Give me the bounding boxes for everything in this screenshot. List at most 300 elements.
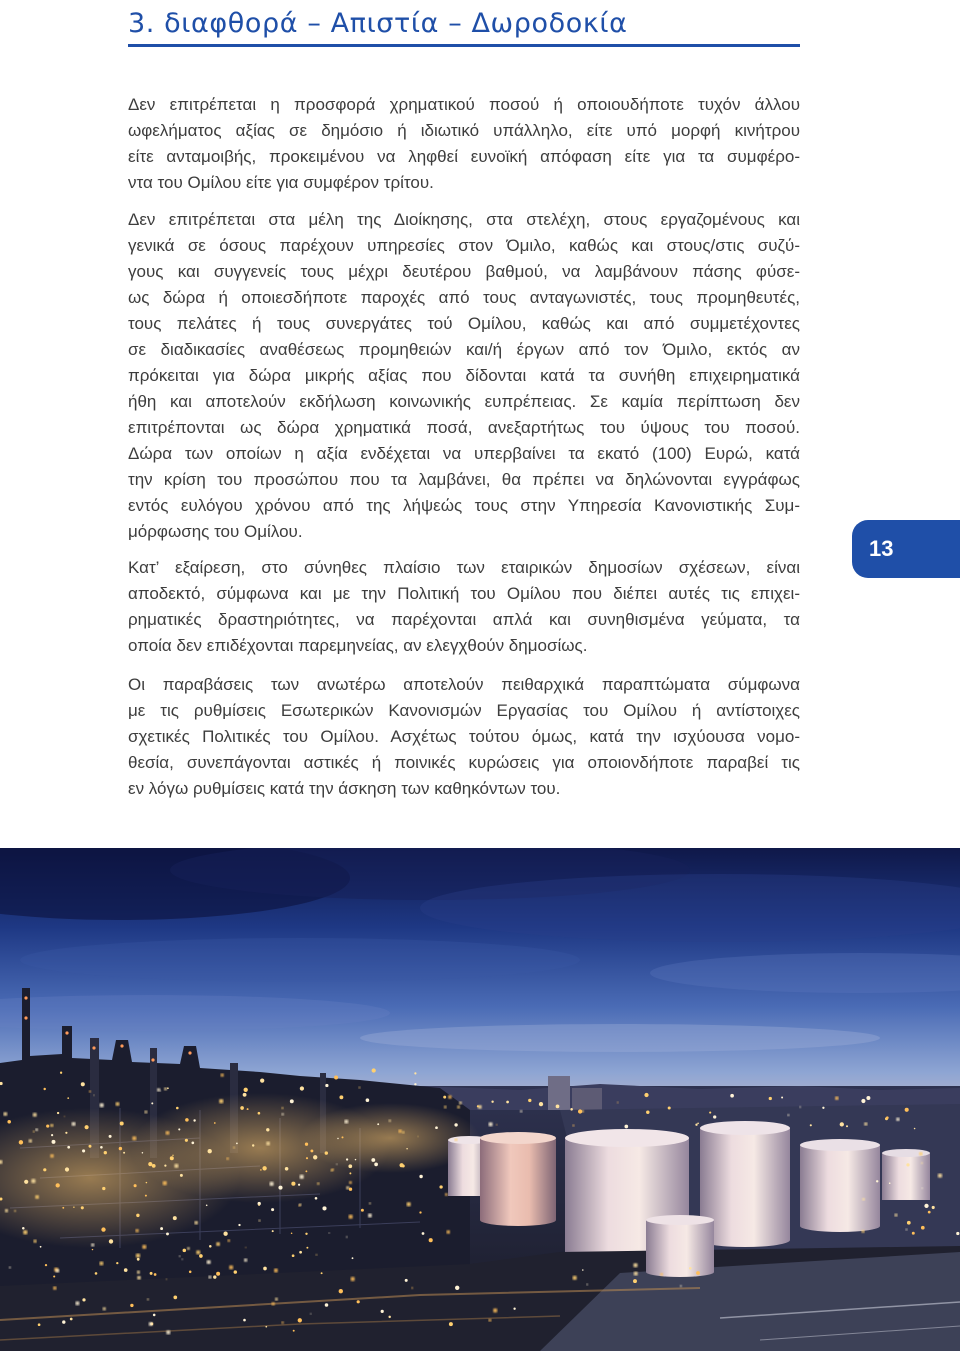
site-light [349, 1188, 352, 1191]
site-light [179, 1255, 181, 1257]
site-light [282, 1113, 284, 1115]
site-light [38, 1323, 41, 1326]
site-light [166, 1330, 170, 1334]
site-light [337, 1138, 338, 1139]
site-light [914, 1128, 916, 1130]
site-light [275, 1298, 278, 1301]
site-light [65, 1031, 68, 1034]
site-light [310, 1313, 312, 1315]
site-light [160, 1227, 163, 1230]
site-light [45, 1264, 47, 1266]
site-light [414, 1072, 416, 1074]
site-light [5, 1209, 8, 1212]
site-light [185, 1118, 189, 1122]
site-light [130, 1304, 133, 1307]
site-light [316, 1254, 318, 1256]
site-light [167, 1087, 169, 1089]
tank-roof [800, 1139, 880, 1151]
site-light [46, 1125, 49, 1128]
tank-roof [565, 1129, 689, 1147]
site-light [120, 1044, 123, 1047]
site-light [137, 1258, 140, 1261]
site-light [876, 1180, 878, 1182]
site-light [381, 1310, 384, 1313]
site-light [459, 1101, 462, 1104]
site-light [921, 1162, 923, 1164]
site-light [103, 1307, 106, 1310]
site-light [146, 1182, 147, 1183]
site-light [810, 1124, 812, 1126]
site-light [57, 1112, 59, 1114]
site-light [85, 1125, 89, 1129]
site-light [556, 1105, 560, 1109]
site-light [247, 1108, 249, 1110]
site-light [366, 1098, 370, 1102]
site-light [573, 1276, 577, 1280]
site-light [581, 1110, 583, 1112]
site-light [270, 1182, 274, 1186]
site-light [182, 1259, 184, 1261]
site-light [586, 1283, 588, 1285]
site-light [291, 1233, 293, 1235]
site-light [528, 1099, 531, 1102]
site-light [252, 1144, 254, 1146]
site-light [258, 1112, 261, 1115]
refinery-illustration [0, 848, 960, 1351]
site-light [24, 1180, 28, 1184]
site-light [33, 1113, 37, 1117]
site-light [864, 1122, 867, 1125]
site-light [422, 1232, 425, 1235]
site-light [199, 1254, 203, 1258]
site-light [43, 1088, 45, 1090]
site-light [907, 1221, 911, 1225]
site-light [921, 1226, 925, 1230]
text-line: πρόκειται για δώρα μικρής αξίας που δίδονται κατά τα συνήθη επιχειρηματικά [128, 366, 800, 385]
site-light [104, 1151, 107, 1154]
site-light [861, 1099, 865, 1103]
site-light [223, 1232, 227, 1236]
site-light [142, 1152, 144, 1154]
text-line: Κατ’ εξαίρεση, στο σύνηθες πλαίσιο των εταιρικών δημοσίων σχέσεων, είναι [128, 558, 800, 577]
site-light [799, 1106, 801, 1108]
site-light [22, 1227, 25, 1230]
site-light [263, 1267, 267, 1271]
site-light [274, 1269, 278, 1273]
text-line: Δεν επιτρέπεται στα μέλη της Διοίκησης, στα στελέχη, στους εργαζομένους και [128, 210, 800, 229]
text-line: τους πελάτες ή τους συνεργάτες τού Ομίλου, καθώς και από συμμετέχοντες [128, 314, 800, 333]
site-light [334, 1075, 338, 1079]
site-light [258, 1204, 260, 1206]
site-light [325, 1303, 329, 1307]
site-light [172, 1155, 173, 1156]
site-light [52, 1140, 56, 1144]
site-light [489, 1319, 492, 1322]
site-light [226, 1157, 229, 1160]
paragraph [128, 555, 800, 659]
site-light [305, 1233, 307, 1235]
site-light [67, 1146, 70, 1149]
site-light [208, 1149, 212, 1153]
site-light [419, 1175, 422, 1178]
site-light [305, 1170, 307, 1172]
text-line: γους και συγγενείς τους μέχρι δευτέρου βαθμού, να λαμβάνουν πάσης φύσε- [128, 262, 800, 281]
site-light [64, 1116, 65, 1117]
site-light [696, 1271, 700, 1275]
site-light [339, 1289, 343, 1293]
tank-body [882, 1153, 930, 1200]
site-light [148, 1162, 152, 1166]
refinery-photo [0, 848, 960, 1351]
site-light [245, 1247, 246, 1248]
tank-base [800, 1220, 880, 1232]
site-light [151, 1102, 153, 1104]
site-light [361, 1209, 364, 1212]
site-light [51, 1134, 53, 1136]
site-light [493, 1308, 497, 1312]
text-line: Δεν επιτρέπεται η προσφορά χρηματικού ποσού ή οποιουδήποτε τυχόν άλλου [128, 95, 800, 114]
site-light [285, 1167, 289, 1171]
text-line: εν λόγω ρυθμίσεις κατά την άσκηση των καθηκόντων του. [128, 779, 561, 798]
site-light [419, 1211, 421, 1213]
site-light [35, 1128, 38, 1131]
site-light [145, 1111, 148, 1114]
site-light [136, 1253, 140, 1257]
site-light [325, 1084, 328, 1087]
site-light [89, 1090, 91, 1092]
page-number-tab [852, 520, 960, 578]
site-light [660, 1273, 663, 1276]
site-light [166, 1278, 167, 1279]
site-light [769, 1097, 772, 1100]
site-light [730, 1094, 734, 1098]
site-light [489, 1122, 493, 1126]
site-light [372, 1068, 376, 1072]
site-light [23, 1230, 27, 1234]
site-light [539, 1102, 543, 1106]
tank-roof [480, 1132, 556, 1144]
site-light [109, 1239, 113, 1243]
site-light [633, 1263, 637, 1267]
site-light [346, 1158, 348, 1160]
site-light [260, 1169, 262, 1171]
site-light [346, 1236, 348, 1238]
site-light [862, 1230, 865, 1233]
paragraph [128, 672, 800, 802]
site-light [368, 1214, 372, 1218]
text-line: την κρίση του προσώπου που τα λαμβάνει, θα πρέπει να δηλώνονται εγγράφως [128, 470, 800, 489]
site-light [157, 1088, 160, 1091]
tank-base [646, 1267, 714, 1277]
site-light [272, 1302, 275, 1305]
site-light [174, 1164, 178, 1168]
site-light [846, 1125, 848, 1127]
site-light [298, 1318, 302, 1322]
site-light [95, 1272, 98, 1275]
site-light [298, 1184, 300, 1186]
site-light [53, 1286, 56, 1289]
site-light [102, 1187, 105, 1190]
site-light [82, 1298, 85, 1301]
text-line: Οι παραβάσεις των ανωτέρω αποτελούν πειθαρχικά παραπτώματα σύμφωνα [128, 675, 800, 694]
site-light [173, 1296, 177, 1300]
site-light [221, 1074, 224, 1077]
site-light [14, 1210, 16, 1212]
site-light [266, 1128, 269, 1131]
site-light [9, 1266, 11, 1268]
site-light [697, 1122, 699, 1124]
site-light [633, 1279, 637, 1283]
site-light [298, 1204, 300, 1206]
text-line: επιτρέπονται ως δώρα χρηματικά ποσά, ανεξαρτήτως του ύψους του ποσού. [128, 418, 800, 437]
site-light [147, 1298, 149, 1300]
site-light [116, 1102, 120, 1106]
site-light [191, 1142, 194, 1145]
site-light [81, 1082, 85, 1086]
site-light [173, 1216, 177, 1220]
site-light [193, 1119, 195, 1121]
tank-roof [646, 1215, 714, 1225]
site-light [912, 1232, 915, 1235]
site-light [713, 1115, 716, 1118]
text-line: σχετικές Πολιτικές του Ομίλου. Ασχέτως τούτου όμως, κατά την ισχύουσα νομο- [128, 727, 800, 746]
site-light [119, 1147, 122, 1150]
site-light [388, 1316, 390, 1318]
site-light [895, 1214, 898, 1217]
site-light [149, 1322, 153, 1326]
site-light [300, 1175, 304, 1179]
site-light [455, 1286, 459, 1290]
site-light [170, 1156, 174, 1160]
site-light [449, 1322, 453, 1326]
site-light [19, 1140, 23, 1144]
site-light [646, 1111, 649, 1114]
site-light [520, 1110, 522, 1112]
site-light [317, 1182, 319, 1184]
silo-building [548, 1076, 570, 1110]
site-light [405, 1279, 408, 1282]
tank-body [646, 1220, 714, 1272]
site-light [137, 1271, 140, 1274]
site-light [188, 1051, 191, 1054]
site-light [120, 1122, 124, 1126]
site-light [313, 1155, 317, 1159]
site-light [351, 1277, 355, 1281]
site-light [91, 1243, 94, 1246]
site-light [281, 1321, 283, 1323]
site-light [339, 1095, 343, 1099]
site-light [407, 1202, 411, 1206]
site-light [34, 1240, 37, 1243]
silo-building [572, 1088, 602, 1110]
site-light [445, 1193, 448, 1196]
site-light [142, 1245, 146, 1249]
site-light [265, 1326, 267, 1328]
site-light [92, 1249, 93, 1250]
site-light [65, 1167, 69, 1171]
site-light [932, 1206, 935, 1209]
site-light [582, 1269, 584, 1271]
header-rule [128, 44, 800, 47]
site-light [689, 1267, 692, 1270]
site-light [234, 1270, 237, 1273]
site-light [448, 1095, 452, 1099]
site-light [62, 1320, 65, 1323]
site-light [208, 1276, 211, 1279]
text-line: είτε ανταμοιβής, προκειμένου να ληφθεί ευνοϊκή απόφαση είτε για τα συμφέρο- [128, 147, 800, 166]
paragraph [128, 207, 800, 545]
site-light [355, 1159, 356, 1160]
site-light [164, 1087, 167, 1090]
site-light [617, 1102, 619, 1104]
text-line: μόρφωσης του Ομίλου. [128, 522, 303, 541]
site-light [835, 1096, 839, 1100]
site-light [236, 1143, 238, 1145]
site-light [787, 1114, 789, 1116]
site-light [189, 1271, 192, 1274]
site-light [454, 1123, 457, 1126]
site-light [496, 1124, 498, 1126]
site-light [62, 1207, 64, 1209]
site-light [238, 1224, 240, 1226]
site-light [240, 1106, 244, 1110]
site-light [100, 1103, 104, 1107]
site-light [194, 1221, 197, 1224]
site-light [67, 1097, 69, 1099]
site-light [938, 1173, 942, 1177]
site-light [40, 1246, 42, 1248]
site-light [435, 1126, 438, 1129]
site-light [266, 1142, 270, 1146]
cloud [360, 1024, 880, 1052]
site-light [109, 1135, 112, 1138]
site-light [153, 1314, 156, 1317]
site-light [919, 1152, 923, 1156]
text-line: εντός ευλόγου χρόνου από της λήψεώς τους στην Υπηρεσία Κανονιστικής Συμ- [128, 496, 800, 515]
site-light [477, 1105, 479, 1107]
site-light [216, 1272, 220, 1276]
site-light [374, 1163, 378, 1167]
site-light [414, 1083, 416, 1085]
site-light [81, 1206, 84, 1209]
site-light [359, 1087, 361, 1089]
text-line: με τις ρυθμίσεις Εσωτερικών Κανονισμών Εργασίας του Ομίλου ή αντίστοιχες [128, 701, 800, 720]
site-light [321, 1272, 323, 1274]
site-light [348, 1164, 352, 1168]
site-light [457, 1106, 460, 1109]
site-light [369, 1202, 371, 1204]
site-light [349, 1181, 352, 1184]
site-light [886, 1116, 889, 1119]
site-light [196, 1250, 200, 1254]
site-light [862, 1198, 865, 1201]
site-light [411, 1287, 413, 1289]
site-light [72, 1122, 76, 1126]
site-light [866, 1096, 870, 1100]
site-light [513, 1308, 515, 1310]
site-light [151, 1058, 154, 1061]
site-light [322, 1206, 326, 1210]
site-light [206, 1205, 208, 1207]
site-light [214, 1122, 216, 1124]
site-light [50, 1154, 54, 1158]
site-light [137, 1276, 141, 1280]
site-light [53, 1275, 55, 1277]
site-light [443, 1096, 446, 1099]
text-line: ήθη και αποτελούν εκδήλωση κοινωνικής ευπρέπειας. Σε καμία περίπτωση δεν [128, 392, 800, 411]
site-light [43, 1168, 46, 1171]
site-light [924, 1204, 928, 1208]
site-light [905, 1108, 909, 1112]
site-light [176, 1107, 179, 1110]
site-light [840, 1122, 844, 1126]
site-light [99, 1261, 103, 1265]
site-light [243, 1093, 247, 1097]
site-light [709, 1112, 711, 1114]
site-light [244, 1258, 247, 1261]
site-light [219, 1099, 223, 1103]
tank-roof [882, 1149, 930, 1157]
site-light [271, 1208, 274, 1211]
tank-base [480, 1214, 556, 1226]
storage-tank [800, 1139, 880, 1232]
site-light [134, 1184, 137, 1187]
storage-tank [882, 1149, 930, 1200]
text-line: Δώρα των οποίων η αξία ενδέχεται να υπερβαίνει τα εκατό (100) Ευρώ, κατά [128, 444, 800, 463]
site-light [160, 1090, 161, 1091]
site-light [695, 1124, 697, 1126]
site-light [278, 1186, 282, 1190]
site-light [136, 1229, 139, 1232]
section-title: 3. διαφθορά – Απιστία – Δωροδοκία [128, 8, 628, 39]
site-light [417, 1136, 418, 1137]
site-light [166, 1131, 170, 1135]
text-line: θεσία, συνεπάγονται αστικές ή ποινικές κυρώσεις για οποιονδήποτε παραβεί τις [128, 753, 800, 772]
site-light [24, 1016, 27, 1019]
site-light [506, 1101, 509, 1104]
site-light [290, 1099, 294, 1103]
site-light [228, 1239, 231, 1242]
site-light [906, 1163, 909, 1166]
site-light [341, 1136, 343, 1138]
text-line: σε διαδικασίες αναθέσεως προμηθειών και/ή έργων από τον Όμιλο, εκτός αν [128, 340, 800, 359]
site-light [680, 1285, 682, 1287]
site-light [262, 1166, 266, 1170]
site-light [75, 1301, 79, 1305]
site-light [305, 1143, 308, 1146]
site-light [328, 1232, 330, 1234]
site-light [154, 1273, 157, 1276]
site-light [185, 1139, 188, 1142]
cloud [20, 938, 580, 982]
site-light [444, 1106, 447, 1109]
site-light [163, 1181, 167, 1185]
site-light [447, 1230, 451, 1234]
site-light [180, 1174, 183, 1177]
site-light [92, 1046, 95, 1049]
storage-tank [646, 1215, 714, 1277]
site-light [429, 1238, 433, 1242]
site-light [332, 1168, 334, 1170]
text-line: οποία δεν επιδέχονται παρεμηνείας, αν ελεγχθούν δημοσίως. [128, 636, 588, 655]
site-light [178, 1128, 180, 1130]
site-light [344, 1120, 348, 1124]
site-light [346, 1186, 349, 1189]
site-light [928, 1211, 931, 1214]
site-light [299, 1251, 302, 1254]
site-light [35, 1195, 39, 1199]
site-light [306, 1247, 308, 1249]
